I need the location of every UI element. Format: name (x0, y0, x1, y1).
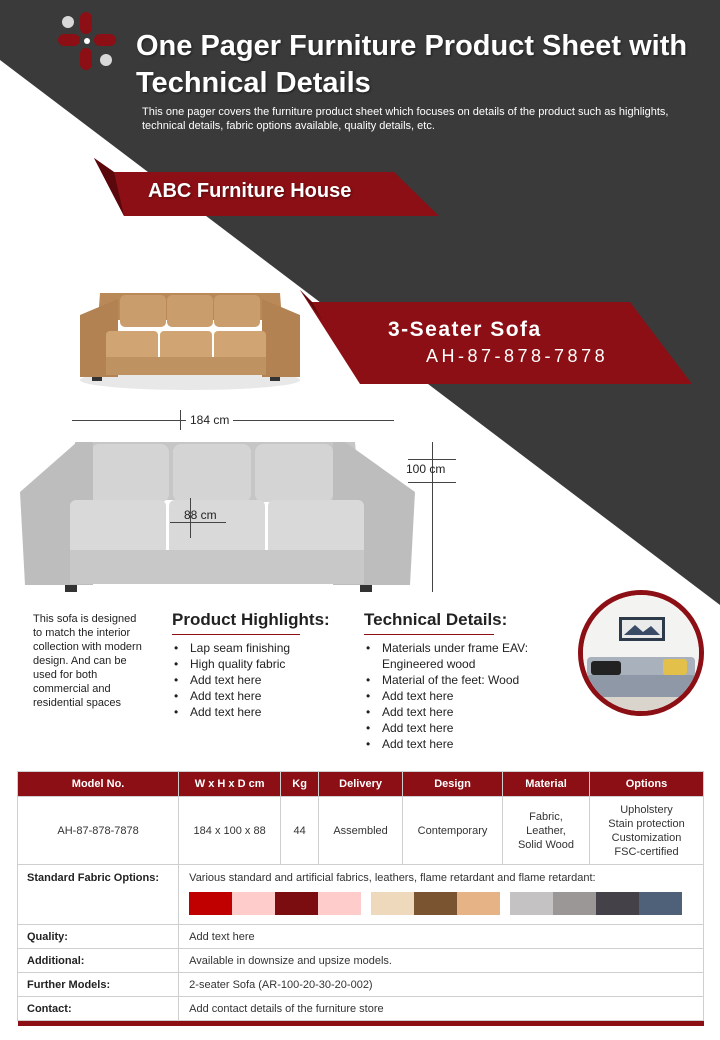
table-row (18, 797, 704, 865)
dimensions-cell: 184 x 100 x 88 (179, 797, 281, 865)
column-header: Kg (281, 772, 319, 797)
product-name: 3-Seater Sofa (388, 318, 542, 341)
column-header: Model No. (18, 772, 179, 797)
row-value: Add text here (179, 925, 704, 949)
fabric-options-text: Various standard and artificial fabrics, leathers, flame retardant and flame retardant: (189, 872, 596, 884)
row-value: Available in downsize and upsize models. (179, 949, 704, 973)
row-label: Quality: (18, 925, 179, 949)
column-header: Options (589, 772, 703, 797)
product-intro-text: This sofa is designed to match the interior collection with modern design. And can be used for both commercial and residential spaces (33, 613, 142, 709)
depth-dimension-label: 88 cm (184, 508, 217, 522)
highlights-heading: Product Highlights: (172, 610, 330, 629)
list-item: • Materials under frame EAV: Engineered wood (364, 640, 564, 672)
list-item: • Material of the feet: Wood (364, 672, 564, 688)
list-item: • Add text here (364, 736, 564, 752)
highlights-list (172, 640, 352, 720)
fabric-swatch (553, 892, 596, 915)
row-label: Further Models: (18, 973, 179, 997)
column-header: Design (403, 772, 503, 797)
technical-underline (364, 634, 494, 635)
brand-name: ABC Furniture House (148, 180, 352, 202)
fabric-swatch (189, 892, 232, 915)
product-code: AH-87-878-7878 (426, 346, 609, 366)
sofa-main-image (15, 430, 420, 600)
row-value: Add contact details of the furniture store (179, 997, 704, 1021)
row-label: Standard Fabric Options: (18, 865, 179, 925)
fabric-swatch (457, 892, 500, 915)
technical-heading: Technical Details: (364, 610, 508, 629)
table-row (18, 925, 704, 949)
delivery-cell: Assembled (319, 797, 403, 865)
product-banner (300, 290, 700, 390)
page-title: One Pager Furniture Product Sheet with Technical Details (136, 30, 688, 99)
depth-dimension-tick (170, 522, 226, 523)
list-item: • Add text here (364, 688, 564, 704)
material-cell: Fabric, Leather, Solid Wood (503, 797, 590, 865)
list-item: • Lap seam finishing (172, 640, 352, 656)
options-cell: Upholstery Stain protection Customization FSC-certified (589, 797, 703, 865)
column-header: W x H x D cm (179, 772, 281, 797)
fabric-swatch (275, 892, 318, 915)
fabric-swatch (596, 892, 639, 915)
table-row (18, 949, 704, 973)
fabric-swatches (189, 892, 703, 915)
list-item: • High quality fabric (172, 656, 352, 672)
list-item: • Add text here (172, 688, 352, 704)
fabric-swatch (318, 892, 361, 915)
list-item: • Add text here (364, 720, 564, 736)
column-header: Material (503, 772, 590, 797)
list-item: • Add text here (364, 704, 564, 720)
table-row (18, 997, 704, 1021)
fabric-swatch (232, 892, 275, 915)
height-dimension-label: 100 cm (406, 462, 446, 476)
row-label: Additional: (18, 949, 179, 973)
table-row (18, 865, 704, 925)
room-photo (578, 590, 704, 716)
weight-cell: 44 (281, 797, 319, 865)
column-header: Delivery (319, 772, 403, 797)
highlights-underline (172, 634, 300, 635)
list-item: • Add text here (172, 672, 352, 688)
list-item: • Add text here (172, 704, 352, 720)
fabric-swatch (510, 892, 553, 915)
table-row (18, 973, 704, 997)
page-subtitle: This one pager covers the furniture product sheet which focuses on details of the product such as highlights, technical details, fabric options available, quality details, etc. (142, 106, 669, 132)
row-label: Contact: (18, 997, 179, 1021)
fabric-swatch (414, 892, 457, 915)
width-dimension-tick-left (180, 410, 181, 430)
spec-table (17, 771, 704, 1026)
fabric-options-cell (179, 865, 704, 925)
table-footer-bar (18, 1021, 704, 1026)
logo-icon (56, 10, 118, 72)
brand-banner (94, 158, 439, 216)
width-dimension-label: 184 cm (186, 413, 233, 427)
fabric-swatch (371, 892, 414, 915)
design-cell: Contemporary (403, 797, 503, 865)
fabric-swatch (639, 892, 682, 915)
row-value: 2-seater Sofa (AR-100-20-30-20-002) (179, 973, 704, 997)
technical-list (364, 640, 564, 752)
sofa-thumbnail-image (70, 285, 310, 395)
table-header-row (18, 772, 704, 797)
model-cell: AH-87-878-7878 (18, 797, 179, 865)
